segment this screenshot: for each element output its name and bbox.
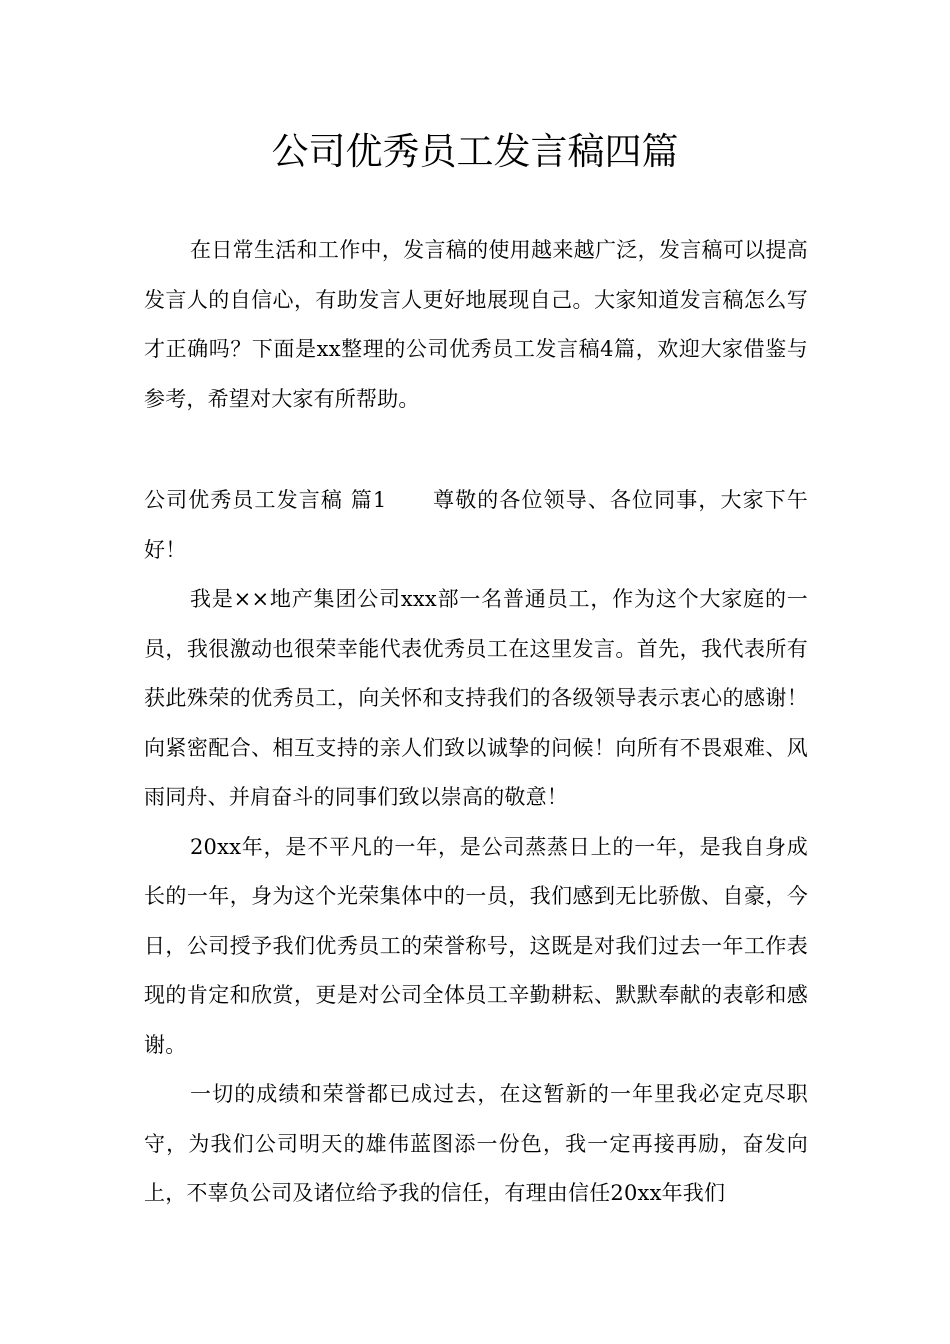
section-1-paragraph-3: 一切的成绩和荣誉都已成过去，在这暂新的一年里我必定克尽职守，为我们公司明天的雄伟蓝图添一份色，我一定再接再励，奋发向上，不辜负公司及诸位给予我的信任，有理由信任20xx年我们 [144,1082,808,1205]
intro-section [144,226,808,424]
section-1-opening [144,476,808,575]
section-1-heading: 公司优秀员工发言稿 篇1 [144,488,387,512]
section-1 [144,476,808,1219]
section-1-paragraph-1: 我是××地产集团公司xxx部一名普通员工，作为这个大家庭的一员，我很激动也很荣幸能代表优秀员工在这里发言。首先，我代表所有获此殊荣的优秀员工，向关怀和支持我们的各级领导表示衷心的感谢！向紧密配合、相互支持的亲人们致以诚挚的问候！向所有不畏艰难、风雨同舟、并肩奋斗的同事们致以崇高的敬意！ [144,587,808,809]
document-title: 公司优秀员工发言稿四篇 [271,130,679,173]
section-1-greeting: 尊敬的各位领导、各位同事，大家下午好！ [144,488,808,562]
section-1-paragraph-2: 20xx年，是不平凡的一年，是公司蒸蒸日上的一年，是我自身成长的一年，身为这个光荣集体中的一员，我们感到无比骄傲、自豪，今日，公司授予我们优秀员工的荣誉称号，这既是对我们过去一年工作表现的肯定和欣赏，更是对公司全体员工辛勤耕耘、默默奉献的表彰和感谢。 [144,834,808,1057]
intro-paragraph: 在日常生活和工作中，发言稿的使用越来越广泛，发言稿可以提高发言人的自信心，有助发言人更好地展现自己。大家知道发言稿怎么写才正确吗？下面是xx整理的公司优秀员工发言稿4篇，欢迎大家借鉴与参考，希望对大家有所帮助。 [144,238,808,411]
